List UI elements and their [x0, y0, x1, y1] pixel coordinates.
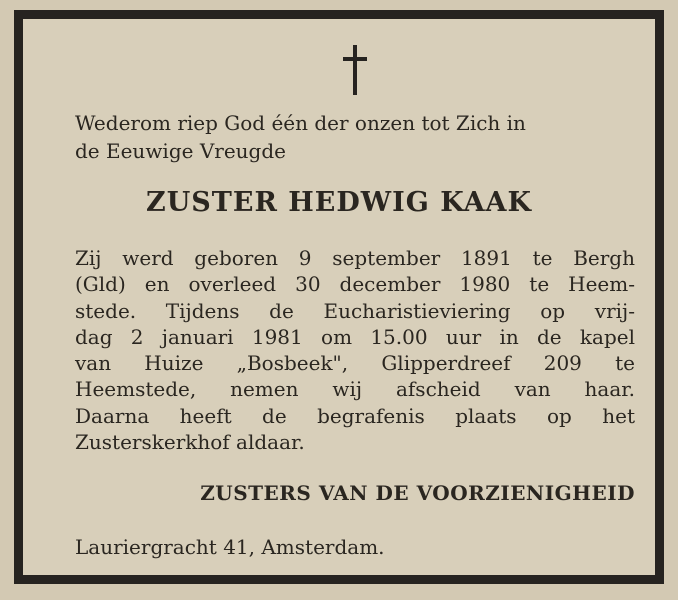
obituary-body: [75, 245, 635, 455]
intro-line: Wederom riep God één der onzen tot Zich in: [75, 111, 526, 135]
body-line: Daarna heeft de begrafenis plaats op het: [75, 403, 635, 428]
body-line: van Huize „Bosbeek", Glipperdreef 209 te: [75, 351, 635, 376]
body-line: Zij werd geboren 9 september 1891 te Bergh: [75, 246, 635, 270]
signature: ZUSTERS VAN DE VOORZIENIGHEID: [200, 481, 635, 505]
body-line: dag 2 januari 1981 om 15.00 uur in de kapel: [75, 324, 635, 349]
body-line: Heemstede, nemen wij afscheid van haar.: [75, 377, 635, 402]
deceased-name: ZUSTER HEDWIG KAAK: [146, 187, 532, 218]
body-line: Zusterskerkhof aldaar.: [75, 430, 305, 455]
address: Lauriergracht 41, Amsterdam.: [75, 535, 385, 559]
intro-line: de Eeuwige Vreugde: [75, 139, 286, 163]
obituary-notice: [14, 10, 664, 584]
latin-cross-icon: [343, 45, 367, 95]
body-line: stede. Tijdens de Eucharistieviering op vrij-: [75, 298, 635, 323]
body-line: (Gld) en overleed 30 december 1980 te Heem-: [75, 272, 635, 297]
intro-text: [75, 109, 635, 165]
